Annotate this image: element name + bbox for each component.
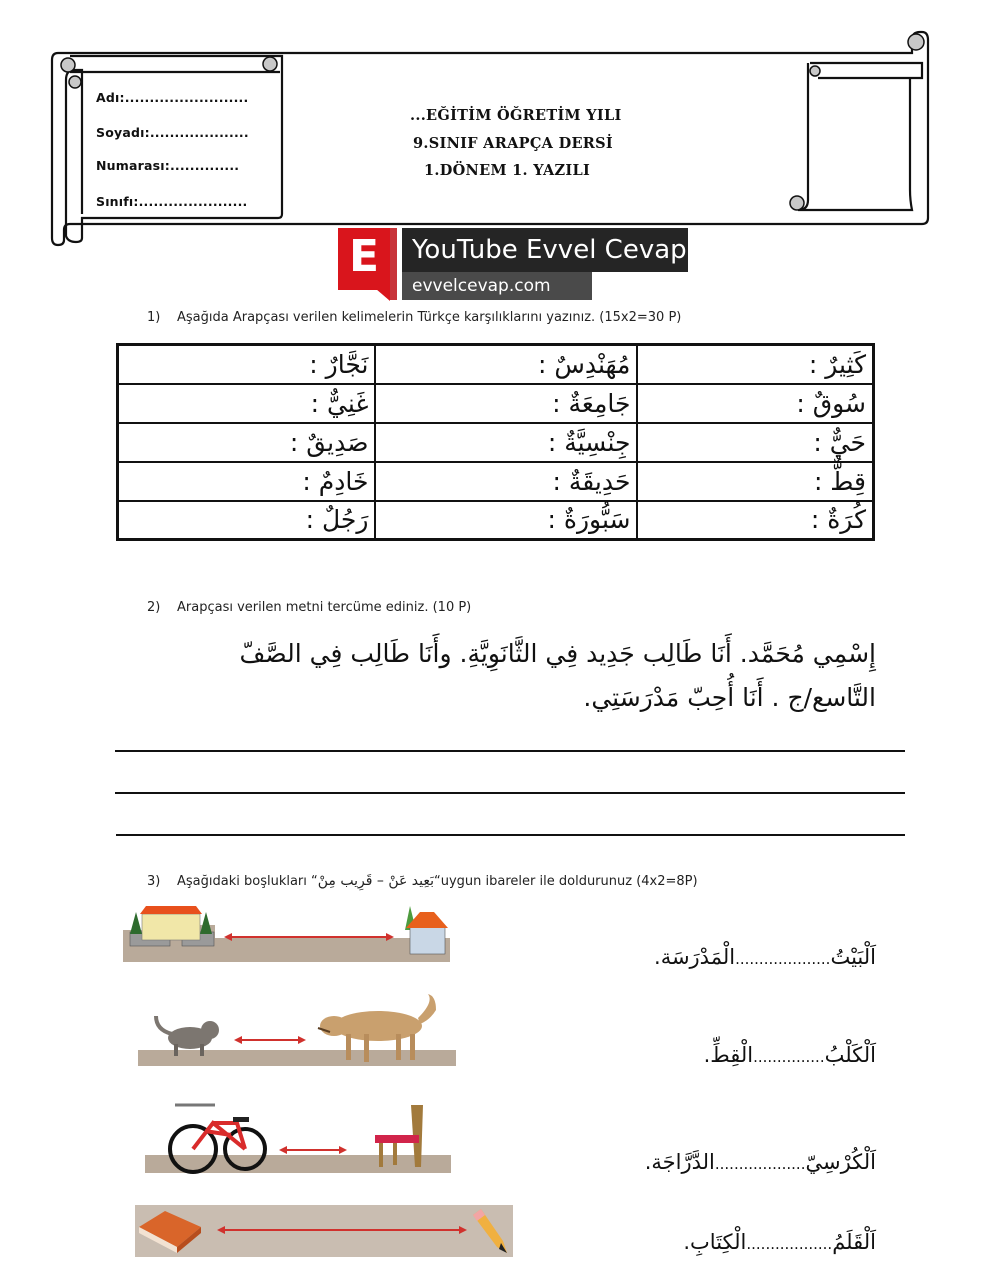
- question-number: 3): [147, 874, 161, 889]
- ground: [138, 1050, 456, 1066]
- question-text: Aşağıda Arapçası verilen kelimelerin Türkçe karşılıklarını yazınız. (15x2=30 P): [177, 310, 682, 325]
- subject-word: اَلْكُرْسِيّ: [805, 1150, 876, 1174]
- watermark-title: YouTube Evvel Cevap: [402, 228, 688, 272]
- student-name-field[interactable]: [96, 90, 248, 105]
- vocab-cell[interactable]: حَدِيقَةٌ :: [375, 462, 637, 501]
- student-surname-field[interactable]: [96, 125, 249, 140]
- arabic-passage-line: التَّاسع/ج . أَنَا أُحِبّ مَدْرَسَتِي.: [583, 683, 876, 712]
- pencil-far-from-book-picture: [135, 1203, 515, 1259]
- question-2-prompt: [147, 600, 471, 615]
- field-label: Adı:: [96, 90, 125, 105]
- vocab-cell[interactable]: جَامِعَةٌ :: [375, 384, 637, 423]
- question-1-prompt: [147, 310, 681, 325]
- fill-in-item: [645, 1150, 876, 1174]
- field-label: Soyadı:: [96, 125, 150, 140]
- answer-line[interactable]: [115, 792, 905, 794]
- question-text: “uygun ibareler ile doldurunuz (4x2=8P): [434, 874, 698, 889]
- fill-in-item: [683, 1230, 876, 1254]
- answer-blank[interactable]: ...............: [753, 1048, 825, 1066]
- vocab-cell[interactable]: جِنْسِيَّةٌ :: [375, 423, 637, 462]
- vocab-cell[interactable]: خَادِمٌ :: [118, 462, 376, 501]
- vocabulary-table: [116, 343, 875, 541]
- answer-line[interactable]: [116, 834, 905, 836]
- vocab-cell[interactable]: كُرَةٌ :: [637, 501, 873, 540]
- object-word: الدَّرَّاجَة.: [644, 1150, 715, 1174]
- question-3-prompt: [147, 873, 698, 889]
- student-class-field[interactable]: [96, 194, 247, 209]
- answer-blank[interactable]: ..................: [746, 1235, 833, 1253]
- student-number-field[interactable]: [96, 158, 239, 173]
- evvel-logo-icon: E: [338, 228, 390, 290]
- vocab-cell[interactable]: رَجُلٌ :: [118, 501, 376, 540]
- question-text: Arapçası verilen metni tercüme ediniz. (10 P): [177, 600, 472, 615]
- vocab-cell[interactable]: حَيٌّ :: [637, 423, 873, 462]
- exam-title-course: 9.SINIF ARAPÇA DERSİ: [413, 135, 613, 152]
- arabic-options: بَعِيد عَنْ – قَرِيب مِنْ: [317, 873, 435, 889]
- object-word: الْكِتَابِ.: [683, 1230, 747, 1254]
- answer-blank[interactable]: ....................: [735, 950, 831, 968]
- object-word: الْمَدْرَسَة.: [654, 945, 736, 969]
- question-text: Aşağıdaki boşlukları “: [177, 874, 318, 889]
- subject-word: اَلْقَلَمُ: [832, 1230, 876, 1254]
- house-far-from-school-picture: [120, 900, 455, 966]
- field-blank[interactable]: ......................: [138, 194, 248, 209]
- subject-word: اَلْكَلْبُ: [824, 1043, 876, 1067]
- vocab-cell[interactable]: نَجَّارٌ :: [118, 345, 376, 384]
- subject-word: اَلْبَيْتُ: [830, 945, 876, 969]
- table-row: [118, 462, 874, 501]
- arabic-passage: [230, 632, 876, 720]
- house-icon: [405, 906, 448, 954]
- object-word: الْقِطِّ.: [703, 1043, 754, 1067]
- field-blank[interactable]: .........................: [124, 90, 249, 105]
- dog-near-cat-picture: [138, 990, 458, 1070]
- vocab-cell[interactable]: سَبُّورَةٌ :: [375, 501, 637, 540]
- vocab-cell[interactable]: قِطٌّ :: [637, 462, 873, 501]
- double-arrow-icon: [279, 1146, 347, 1154]
- table-row: [118, 345, 874, 384]
- vocab-cell[interactable]: كَثِيرٌ :: [637, 345, 873, 384]
- question-number: 1): [147, 310, 161, 325]
- vocab-cell[interactable]: غَنِيٌّ :: [118, 384, 376, 423]
- vocab-cell[interactable]: مُهَنْدِسٌ :: [375, 345, 637, 384]
- double-arrow-icon: [234, 1036, 306, 1044]
- fill-in-item: [654, 945, 876, 969]
- table-row: [118, 384, 874, 423]
- exam-title-term: 1.DÖNEM 1. YAZILI: [424, 162, 591, 179]
- answer-line[interactable]: [115, 750, 905, 752]
- logo-tail: [376, 289, 390, 301]
- vocab-cell[interactable]: سُوقٌ :: [637, 384, 873, 423]
- arabic-passage-line: إِسْمِي مُحَمَّد. أَنَا طَالِب جَدِيد فِي الثَّانَوِيَّةِ. وأَنَا طَالِب فِي الصَّفّ: [239, 639, 876, 668]
- chair-near-bicycle-picture: [145, 1097, 455, 1179]
- table-row: [118, 501, 874, 540]
- watermark-url: evvelcevap.com: [402, 272, 592, 300]
- table-row: [118, 423, 874, 462]
- field-label: Sınıfı:: [96, 194, 139, 209]
- field-blank[interactable]: ..............: [169, 158, 240, 173]
- answer-blank[interactable]: ...................: [714, 1155, 806, 1173]
- field-label: Numarası:: [96, 158, 170, 173]
- vocab-cell[interactable]: صَدِيقٌ :: [118, 423, 376, 462]
- question-number: 2): [147, 600, 161, 615]
- watermark-accent-bar: [390, 228, 397, 300]
- exam-title-year: ...EĞİTİM ÖĞRETİM YILI: [410, 107, 622, 124]
- fill-in-item: [704, 1043, 876, 1067]
- field-blank[interactable]: ....................: [149, 125, 249, 140]
